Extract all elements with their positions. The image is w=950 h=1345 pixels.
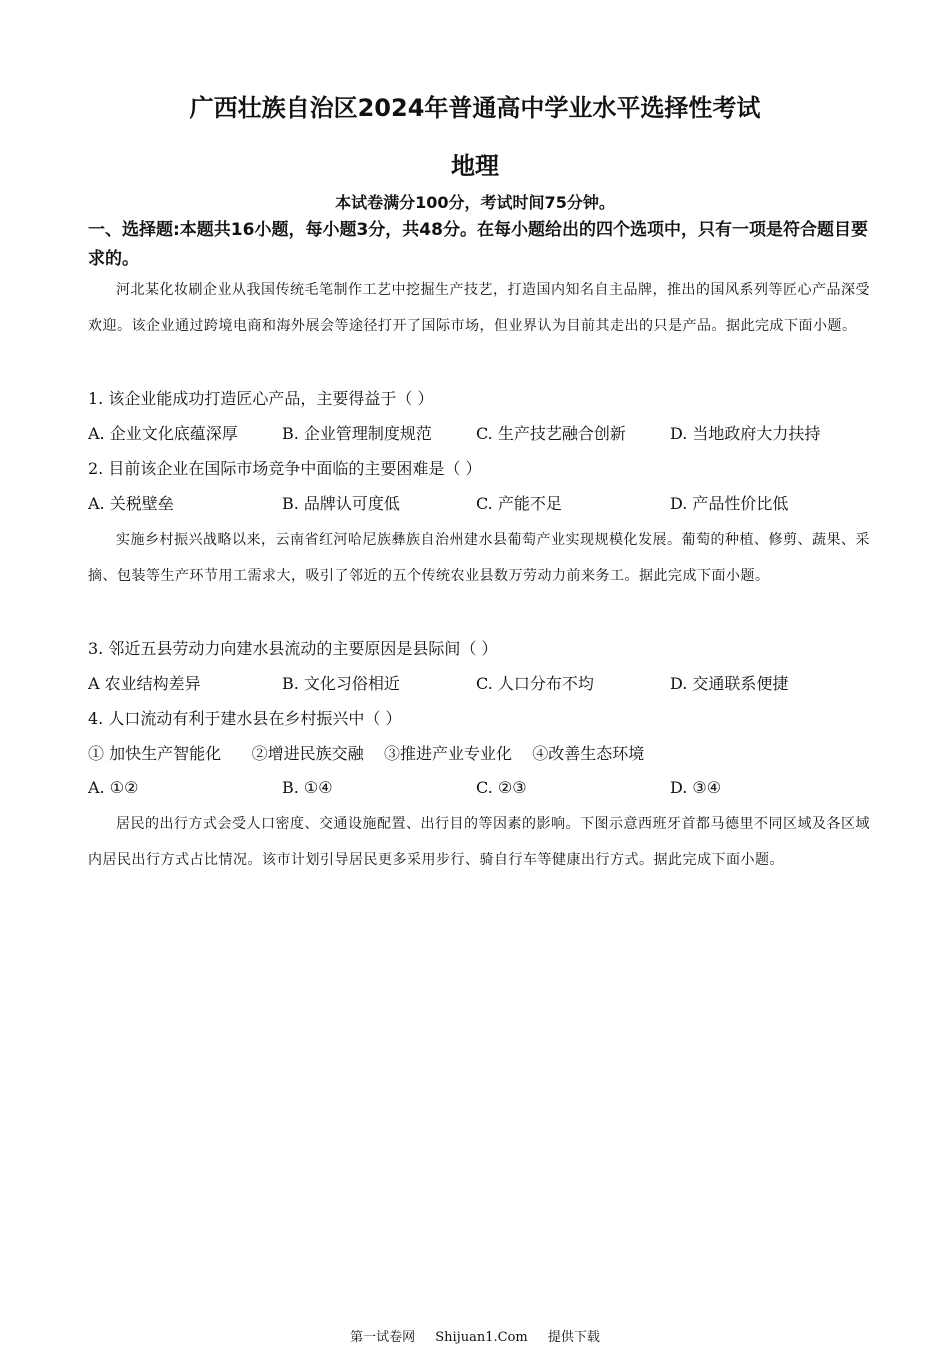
section-heading: 一、选择题:本题共16小题，每小题3分，共48分。在每小题给出的四个选项中，只有一项是符合题目要求的。 xyxy=(88,220,868,269)
passage-2: 实施乡村振兴战略以来，云南省红河哈尼族彝族自治州建水县葡萄产业实现规模化发展。葡萄的种植、修剪、蔬果、采摘、包装等生产环节用工需求大，吸引了邻近的五个传统农业县数万劳动力前来务工。据此完成下面小题。 xyxy=(88,532,870,584)
question-2-options xyxy=(88,493,878,517)
question-1-options xyxy=(88,423,878,447)
question-3-stem: 3. 邻近五县劳动力向建水县流动的主要原因是县际间（ ） xyxy=(88,639,498,658)
question-3-option-a: A 农业结构差异 xyxy=(88,674,201,693)
question-4-options xyxy=(88,777,878,801)
question-4-option-d: D. ③④ xyxy=(670,778,722,797)
question-4-option-c: C. ②③ xyxy=(476,778,527,797)
passage-1: 河北某化妆刷企业从我国传统毛笔制作工艺中挖掘生产技艺，打造国内知名自主品牌，推出的国风系列等匠心产品深受欢迎。该企业通过跨境电商和海外展会等途径打开了国际市场，但业界认为目前其走出的只是产品。据此完成下面小题。 xyxy=(88,282,870,334)
question-2-option-d: D. 产品性价比低 xyxy=(670,494,789,513)
question-2-stem: 2. 目前该企业在国际市场竞争中面临的主要困难是（ ） xyxy=(88,459,482,478)
exam-title: 广西壮族自治区2024年普通高中学业水平选择性考试 xyxy=(189,94,761,122)
question-1-option-c: C. 生产技艺融合创新 xyxy=(476,424,626,443)
question-2-option-a: A. 关税壁垒 xyxy=(88,494,174,513)
question-1-stem: 1. 该企业能成功打造匠心产品，主要得益于（ ） xyxy=(88,389,434,408)
question-2-option-c: C. 产能不足 xyxy=(476,494,562,513)
question-3-option-c: C. 人口分布不均 xyxy=(476,674,594,693)
question-1-option-a: A. 企业文化底蕴深厚 xyxy=(88,424,238,443)
question-1-option-b: B. 企业管理制度规范 xyxy=(282,424,432,443)
question-4-items: ① 加快生产智能化 ②增进民族交融 ③推进产业专业化 ④改善生态环境 xyxy=(88,744,645,763)
question-3-option-d: D. 交通联系便捷 xyxy=(670,674,789,693)
question-4-option-a: A. ①② xyxy=(88,778,139,797)
footer-site-en[interactable]: Shijuan1.Com xyxy=(435,1330,528,1345)
footer-tail: 提供下载 xyxy=(547,1330,600,1345)
question-4-option-b: B. ①④ xyxy=(282,778,333,797)
subject-title: 地理 xyxy=(451,152,499,180)
question-3-options xyxy=(88,673,878,697)
footer-site-cn: 第一试卷网 xyxy=(350,1330,416,1345)
question-1-option-d: D. 当地政府大力扶持 xyxy=(670,424,821,443)
question-4-stem: 4. 人口流动有利于建水县在乡村振兴中（ ） xyxy=(88,709,402,728)
question-3-option-b: B. 文化习俗相近 xyxy=(282,674,400,693)
exam-note: 本试卷满分100分，考试时间75分钟。 xyxy=(335,193,615,212)
passage-3: 居民的出行方式会受人口密度、交通设施配置、出行目的等因素的影响。下图示意西班牙首都马德里不同区域及各区域内居民出行方式占比情况。该市计划引导居民更多采用步行、骑自行车等健康出行方式。据此完成下面小题。 xyxy=(88,816,870,868)
page-footer xyxy=(0,1326,950,1345)
question-2-option-b: B. 品牌认可度低 xyxy=(282,494,400,513)
